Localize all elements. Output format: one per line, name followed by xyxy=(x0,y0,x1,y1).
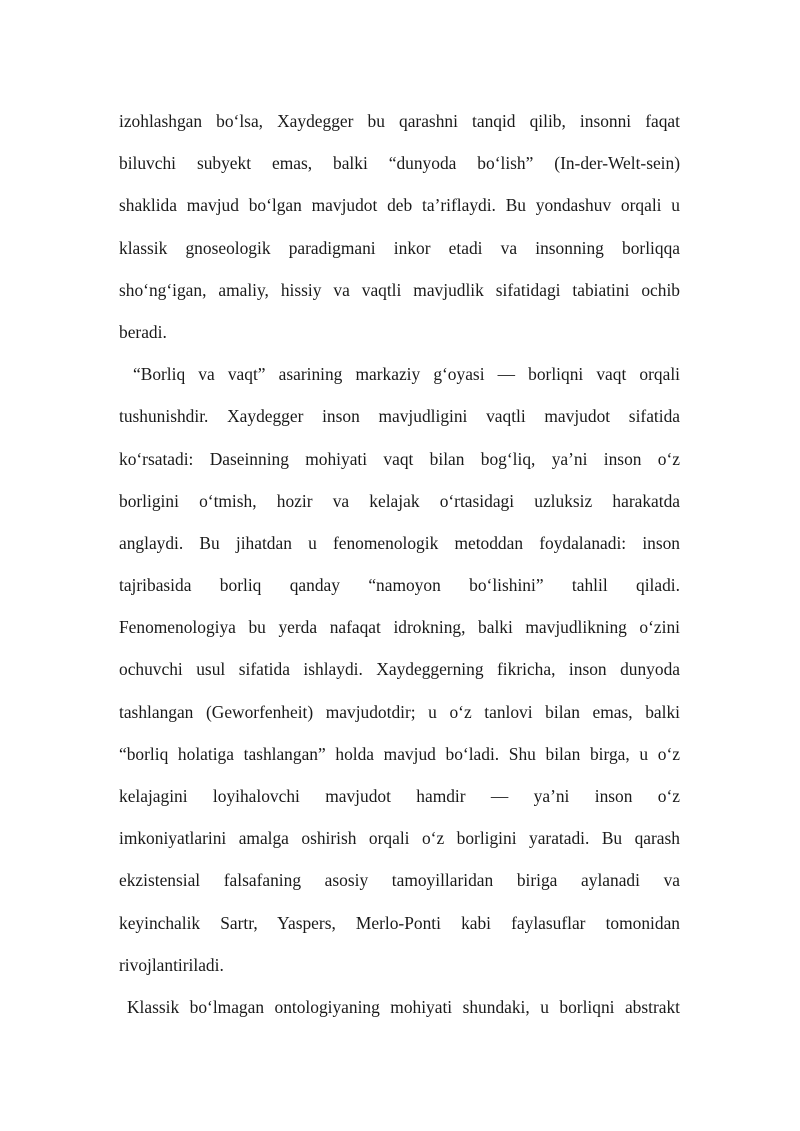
text-line: beradi. xyxy=(119,321,167,342)
text-line: shaklida mavjud bo‘lgan mavjudot deb ta’riflaydi. Bu yondashuv orqali u xyxy=(119,195,680,216)
text-line: borligini o‘tmish, hozir va kelajak o‘rtasidagi uzluksiz harakatda xyxy=(119,490,680,511)
text-line: klassik gnoseologik paradigmani inkor etadi va insonning borliqqa xyxy=(119,237,680,258)
text-line: tajribasida borliq qanday “namoyon bo‘lishini” tahlil qiladi. xyxy=(119,575,680,596)
text-line: sho‘ng‘igan, amaliy, hissiy va vaqtli mavjudlik sifatidagi tabiatini ochib xyxy=(119,279,680,300)
text-line: keyinchalik Sartr, Yaspers, Merlo-Ponti kabi faylasuflar tomonidan xyxy=(119,912,680,933)
text-line: tushunishdir. Xaydegger inson mavjudligini vaqtli mavjudot sifatida xyxy=(119,406,680,427)
text-line: Fenomenologiya bu yerda nafaqat idrokning, balki mavjudlikning o‘zini xyxy=(119,617,680,638)
text-line: ko‘rsatadi: Daseinning mohiyati vaqt bilan bog‘liq, ya’ni inson o‘z xyxy=(119,448,680,469)
paragraph-first-line: “Borliq va vaqt” asarining markaziy g‘oyasi — borliqni vaqt orqali xyxy=(133,364,680,385)
text-line: izohlashgan bo‘lsa, Xaydegger bu qarashni tanqid qilib, insonni faqat xyxy=(119,111,680,131)
text-line: kelajagini loyihalovchi mavjudot hamdir — ya’ni inson o‘z xyxy=(119,786,680,806)
paragraph-first-line: Klassik bo‘lmagan ontologiyaning mohiyati shundaki, u borliqni abstrakt xyxy=(127,996,680,1017)
text-line: biluvchi subyekt emas, balki “dunyoda bo‘lish” (In-der-Welt-sein) xyxy=(119,153,680,174)
text-line: ekzistensial falsafaning asosiy tamoyillaridan biriga aylanadi va xyxy=(119,870,680,891)
text-line: tashlangan (Geworfenheit) mavjudotdir; u o‘z tanlovi bilan emas, balki xyxy=(119,701,680,722)
text-line: ochuvchi usul sifatida ishlaydi. Xaydeggerning fikricha, inson dunyoda xyxy=(119,659,680,680)
text-line: imkoniyatlarini amalga oshirish orqali o‘z borligini yaratadi. Bu qarash xyxy=(119,828,680,849)
text-line: rivojlantiriladi. xyxy=(119,954,224,975)
body-text xyxy=(119,100,680,1028)
text-line: anglaydi. Bu jihatdan u fenomenologik metoddan foydalanadi: inson xyxy=(119,532,680,553)
text-line: “borliq holatiga tashlangan” holda mavjud bo‘ladi. Shu bilan birga, u o‘z xyxy=(119,743,680,764)
